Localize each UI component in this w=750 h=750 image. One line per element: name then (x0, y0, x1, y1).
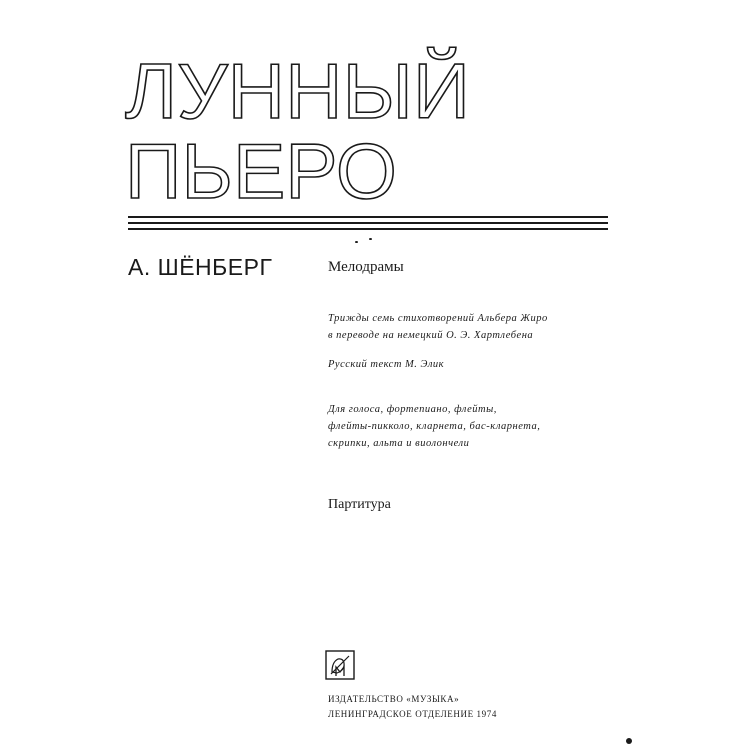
print-speck (355, 241, 358, 243)
instrumentation-line-2: флейты-пикколо, кларнета, бас-кларнета, (328, 421, 541, 432)
publisher-line-1: ИЗДАТЕЛЬСТВО «МУЗЫКА» (328, 694, 460, 704)
russian-text-note (328, 356, 444, 373)
author-name: А. ШЁНБЕРГ (128, 254, 273, 280)
poems-line-1: Трижды семь стихотворений Альбера Жиро (328, 313, 548, 324)
instrumentation-note (328, 401, 540, 452)
title-block (0, 0, 750, 240)
title-rule-2 (128, 222, 608, 224)
title-rule-3 (128, 228, 608, 230)
instrumentation-line-1: Для голоса, фортепиано, флейты, (328, 404, 497, 415)
russian-text-line: Русский текст М. Элик (328, 359, 445, 370)
publisher-info (328, 692, 497, 722)
title-line-1: ЛУННЫЙ (125, 47, 470, 135)
title-rule-1 (128, 216, 608, 218)
poems-note (328, 310, 548, 344)
corner-speck (626, 738, 632, 744)
publisher-line-2: ЛЕНИНГРАДСКОЕ ОТДЕЛЕНИЕ 1974 (328, 709, 497, 719)
instrumentation-line-3: скрипки, альта и виолончели (328, 438, 470, 449)
work-subtitle: Мелодрамы (328, 259, 404, 275)
score-label: Партитура (328, 497, 391, 512)
poems-line-2: в переводе на немецкий О. Э. Хартлебена (328, 330, 534, 341)
muzyka-publisher-logo-icon (325, 650, 355, 680)
print-speck (369, 238, 372, 240)
title-line-2: ПЬЕРО (125, 127, 397, 215)
